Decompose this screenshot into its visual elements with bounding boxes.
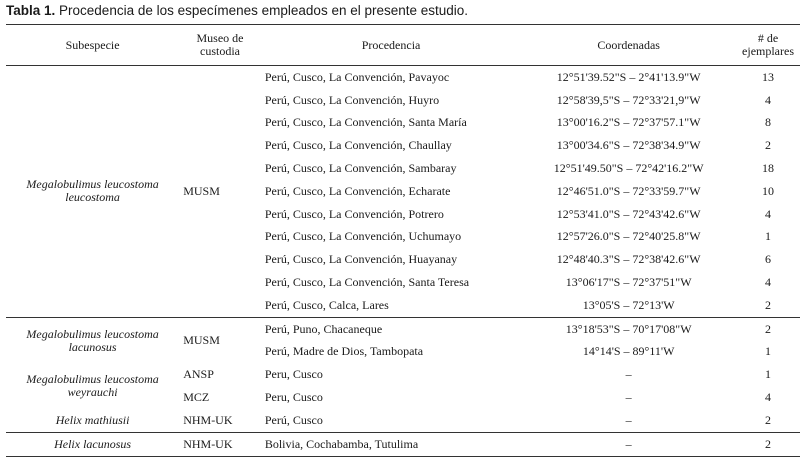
header-museo (179, 25, 261, 66)
procedencia-cell: Perú, Madre de Dios, Tambopata (264, 344, 424, 359)
caption-label: Tabla 1. (6, 3, 56, 18)
table-caption (6, 3, 468, 18)
museo-cell: MUSM (183, 183, 220, 198)
header-ejemplares-line2: ejemplares (742, 44, 795, 58)
ejemplares-cell: 2 (765, 412, 772, 427)
ejemplares-cell: 4 (765, 92, 772, 107)
coordenadas-cell: – (521, 432, 736, 456)
ejemplares-cell: 2 (765, 297, 772, 312)
procedencia-cell: Perú, Cusco, La Convención, Pavayoc (264, 69, 450, 84)
ejemplares-cell: 18 (762, 161, 775, 176)
subespecie-cell (6, 363, 179, 409)
header-subespecie: Subespecie (65, 37, 120, 52)
coordenadas-cell: 12°46'51.0"S – 72°33'59.7"W (556, 183, 701, 198)
table-row (6, 317, 800, 340)
ejemplares-cell: 6 (765, 252, 772, 267)
header-coordenadas: Coordenadas (597, 37, 660, 52)
coordenadas-cell: 13°18'53"S – 70°17'08"W (521, 317, 736, 340)
subespecie-name-line: lacunosus (68, 339, 117, 354)
procedencia-cell: Perú, Cusco, Calca, Lares (264, 297, 389, 312)
header-ejemplares-line1: # de (757, 31, 779, 45)
ejemplares-cell: 8 (765, 115, 772, 130)
museo-cell: NHM-UK (183, 412, 233, 427)
subespecie-name-line: Megalobulimus leucostoma (26, 177, 159, 192)
ejemplares-cell: 2 (736, 432, 800, 456)
subespecie-name-line: weyrauchi (67, 385, 118, 400)
ejemplares-cell: 1 (765, 229, 772, 244)
procedencia-cell: Perú, Cusco, La Convención, Chaullay (264, 138, 452, 153)
table-row (6, 363, 800, 386)
procedencia-cell: Perú, Cusco, La Convención, Echarate (264, 183, 451, 198)
header-procedencia: Procedencia (361, 37, 421, 52)
museo-cell: NHM-UK (179, 432, 261, 456)
ejemplares-cell: 4 (765, 275, 772, 290)
procedencia-cell: Bolivia, Cochabamba, Tutulima (261, 432, 521, 456)
coordenadas-cell: 14°14'S – 89°11'W (582, 344, 675, 359)
ejemplares-cell: 1 (765, 344, 772, 359)
procedencia-cell: Perú, Cusco, La Convención, Potrero (264, 206, 444, 221)
caption-text: Procedencia de los especímenes empleados en el presente estudio. (55, 3, 469, 18)
museo-cell: MUSM (179, 317, 261, 363)
header-ejemplares (736, 25, 800, 66)
subespecie-name-line: Helix lacunosus (54, 436, 132, 451)
coordenadas-cell: 13°00'34.6"S – 72°38'34.9"W (556, 138, 701, 153)
subespecie-name-line: Helix mathiusii (55, 412, 130, 427)
coordenadas-cell: 12°53'41.0"S – 72°43'42.6"W (556, 206, 701, 221)
table-body (6, 66, 800, 457)
coordenadas-cell: 13°05'S – 72°13'W (582, 297, 675, 312)
ejemplares-cell: 2 (765, 138, 772, 153)
coordenadas-cell: 12°48'40.3"S – 72°38'42.6"W (556, 252, 701, 267)
coordenadas-cell: 13°00'16.2"S – 72°37'57.1"W (556, 115, 701, 130)
subespecie-cell (6, 317, 179, 363)
procedencia-cell: Perú, Puno, Chacaneque (261, 317, 521, 340)
ejemplares-cell: 2 (736, 317, 800, 340)
coordenadas-cell: 12°58'39,5"S – 72°33'21,9"W (556, 92, 701, 107)
coordenadas-cell: – (625, 367, 632, 382)
specimens-table (6, 24, 800, 457)
subespecie-cell (6, 432, 179, 456)
procedencia-cell: Perú, Cusco, La Convención, Huyro (264, 92, 440, 107)
table-row (6, 432, 800, 456)
procedencia-cell: Perú, Cusco, La Convención, Huayanay (264, 252, 458, 267)
procedencia-cell: Perú, Cusco, La Convención, Sambaray (264, 161, 457, 176)
procedencia-cell: Perú, Cusco, La Convención, Santa Teresa (264, 275, 470, 290)
coordenadas-cell: 12°51'39.52"S – 2°41'13.9"W (556, 69, 701, 84)
procedencia-cell: Perú, Cusco, La Convención, Uchumayo (264, 229, 462, 244)
procedencia-cell: Perú, Cusco (264, 412, 323, 427)
table-row (6, 409, 800, 432)
coordenadas-cell: 12°57'26.0"S – 72°40'25.8"W (556, 229, 701, 244)
header-row (6, 25, 800, 66)
coordenadas-cell: – (625, 412, 632, 427)
subespecie-name-line: Megalobulimus leucostoma (26, 372, 159, 387)
procedencia-cell: Peru, Cusco (264, 367, 323, 382)
ejemplares-cell: 1 (765, 367, 772, 382)
ejemplares-cell: 4 (765, 390, 772, 405)
subespecie-cell (6, 66, 179, 318)
ejemplares-cell: 13 (762, 69, 775, 84)
subespecie-name-line: leucostoma (65, 190, 120, 205)
museo-cell: ANSP (183, 367, 214, 382)
coordenadas-cell: – (625, 390, 632, 405)
ejemplares-cell: 4 (765, 206, 772, 221)
ejemplares-cell: 10 (762, 183, 775, 198)
header-museo-line1: Museo de (196, 31, 244, 45)
subespecie-name-line: Megalobulimus leucostoma (26, 326, 159, 341)
table-row (6, 66, 800, 89)
procedencia-cell: Peru, Cusco (264, 390, 323, 405)
header-museo-line2: custodia (200, 44, 241, 58)
subespecie-cell (6, 409, 179, 432)
coordenadas-cell: 13°06'17"S – 72°37'51"W (565, 275, 692, 290)
coordenadas-cell: 12°51'49.50"S – 72°42'16.2"W (553, 161, 704, 176)
museo-cell: MCZ (183, 390, 210, 405)
procedencia-cell: Perú, Cusco, La Convención, Santa María (264, 115, 467, 130)
